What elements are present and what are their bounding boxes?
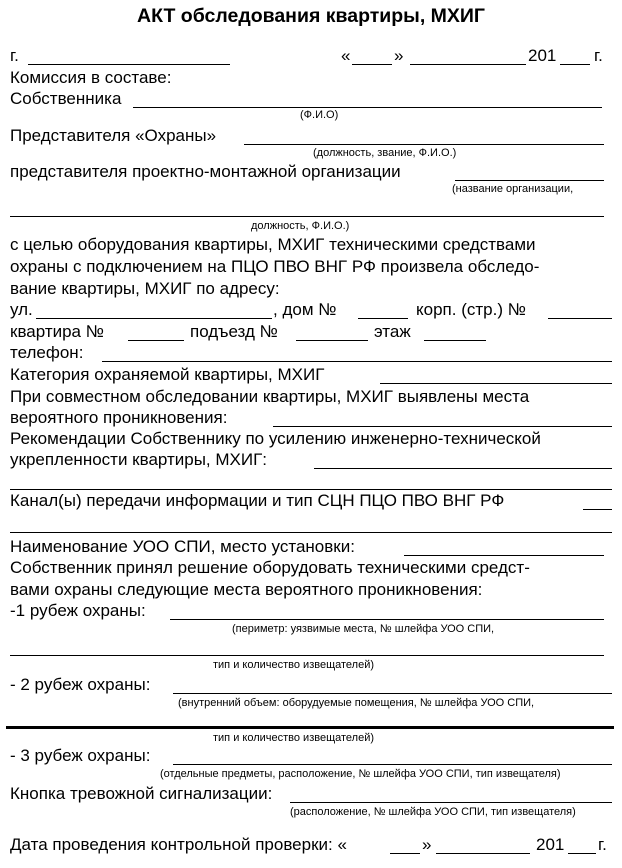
check-year-suffix: г.: [598, 835, 607, 854]
owner-blank[interactable]: [133, 107, 602, 108]
org-hint-2: должность, Ф.И.О.): [251, 220, 350, 232]
joint-blank[interactable]: [273, 426, 612, 427]
zone3-hint: (отдельные предметы, расположение, № шлейфа УОО СПИ, тип извещателя): [160, 768, 561, 780]
entrance-label: подъезд №: [190, 322, 278, 341]
zone2-blank[interactable]: [173, 693, 612, 694]
recommend-blank[interactable]: [314, 468, 612, 469]
zone3-label: - 3 рубеж охраны:: [10, 746, 151, 765]
check-year-blank[interactable]: [568, 853, 596, 854]
date-close-quote: »: [394, 46, 404, 65]
street-blank[interactable]: [36, 318, 272, 319]
purpose-line-2: охраны с подключением на ПЦО ПВО ВНГ РФ произвела обследо-: [10, 257, 540, 276]
alarm-label: Кнопка тревожной сигнализации:: [10, 784, 273, 803]
zone3-blank[interactable]: [173, 764, 612, 765]
zone2-label: - 2 рубеж охраны:: [10, 675, 151, 694]
apartment-label: квартира №: [10, 322, 104, 341]
zone1-hint-2: тип и количество извещателей): [213, 659, 375, 671]
zone1-hint: (периметр: уязвимые места, № шлейфа УОО СПИ,: [232, 623, 495, 635]
document-title: АКТ обследования квартиры, МХИГ: [137, 5, 485, 27]
org-blank-2[interactable]: [10, 216, 604, 217]
floor-blank[interactable]: [424, 340, 486, 341]
joint-line-1: При совместном обследовании квартиры, МХИГ выявлены места: [10, 387, 530, 406]
zone2-blank-2[interactable]: [6, 726, 614, 729]
decision-line-1: Собственник принял решение оборудовать техническими средст-: [10, 558, 530, 577]
check-close-quote: »: [422, 835, 432, 854]
floor-label: этаж: [374, 322, 411, 341]
building-blank[interactable]: [548, 318, 612, 319]
purpose-line-3: вание квартиры, МХИГ по адресу:: [10, 279, 280, 298]
owner-label: Собственника: [10, 89, 122, 108]
house-blank[interactable]: [358, 318, 408, 319]
uoo-blank[interactable]: [404, 555, 604, 556]
guard-blank[interactable]: [244, 144, 604, 145]
check-label: Дата проведения контрольной проверки: «: [10, 835, 347, 854]
commission-label: Комиссия в составе:: [10, 68, 172, 87]
street-label: ул.: [10, 300, 33, 319]
day-blank[interactable]: [352, 64, 392, 65]
year-blank[interactable]: [560, 64, 590, 65]
org-blank[interactable]: [455, 180, 604, 181]
guard-hint: (должность, звание, Ф.И.О.): [313, 147, 457, 159]
date-open-quote: «: [341, 46, 351, 65]
entrance-blank[interactable]: [296, 340, 368, 341]
channel-label: Канал(ы) передачи информации и тип СЦН ПЦО ПВО ВНГ РФ: [10, 491, 505, 510]
zone1-label: -1 рубеж охраны:: [10, 601, 146, 620]
recommend-line-1: Рекомендации Собственнику по усилению инженерно-технической: [10, 429, 541, 448]
zone2-hint-2: тип и количество извещателей): [213, 732, 375, 744]
joint-line-2: вероятного проникновения:: [10, 408, 228, 427]
zone1-blank[interactable]: [170, 619, 604, 620]
alarm-blank[interactable]: [290, 802, 612, 803]
city-blank[interactable]: [28, 64, 230, 65]
house-label: , дом №: [273, 300, 337, 319]
channel-blank-2[interactable]: [10, 532, 612, 533]
owner-hint: (Ф.И.О): [300, 109, 339, 121]
recommend-blank-2[interactable]: [10, 489, 612, 490]
category-blank[interactable]: [380, 383, 612, 384]
purpose-line-1: с целью оборудования квартиры, МХИГ техническими средствами: [10, 235, 536, 254]
city-prefix: г.: [10, 46, 19, 65]
alarm-hint: (расположение, № шлейфа УОО СПИ, тип извещателя): [290, 806, 576, 818]
decision-line-2: вами охраны следующие места вероятного проникновения:: [10, 580, 483, 599]
guard-label: Представителя «Охраны»: [10, 126, 217, 145]
zone2-hint: (внутренний объем: оборудуемые помещения, № шлейфа УОО СПИ,: [178, 697, 535, 709]
year-prefix: 201: [528, 46, 557, 65]
building-label: корп. (стр.) №: [416, 300, 526, 319]
month-blank[interactable]: [410, 64, 526, 65]
category-label: Категория охраняемой квартиры, МХИГ: [10, 365, 325, 384]
check-year-prefix: 201: [536, 835, 565, 854]
org-hint: (название организации,: [452, 183, 574, 195]
uoo-label: Наименование УОО СПИ, место установки:: [10, 537, 355, 556]
check-month-blank[interactable]: [436, 853, 530, 854]
apartment-blank[interactable]: [128, 340, 184, 341]
channel-blank[interactable]: [583, 509, 612, 510]
org-label: представителя проектно-монтажной организации: [10, 162, 401, 181]
zone1-blank-2[interactable]: [10, 655, 604, 656]
year-suffix: г.: [594, 46, 603, 65]
check-day-blank[interactable]: [390, 853, 420, 854]
phone-label: телефон:: [10, 343, 84, 362]
recommend-line-2: укрепленности квартиры, МХИГ:: [10, 450, 268, 469]
phone-blank[interactable]: [102, 361, 612, 362]
